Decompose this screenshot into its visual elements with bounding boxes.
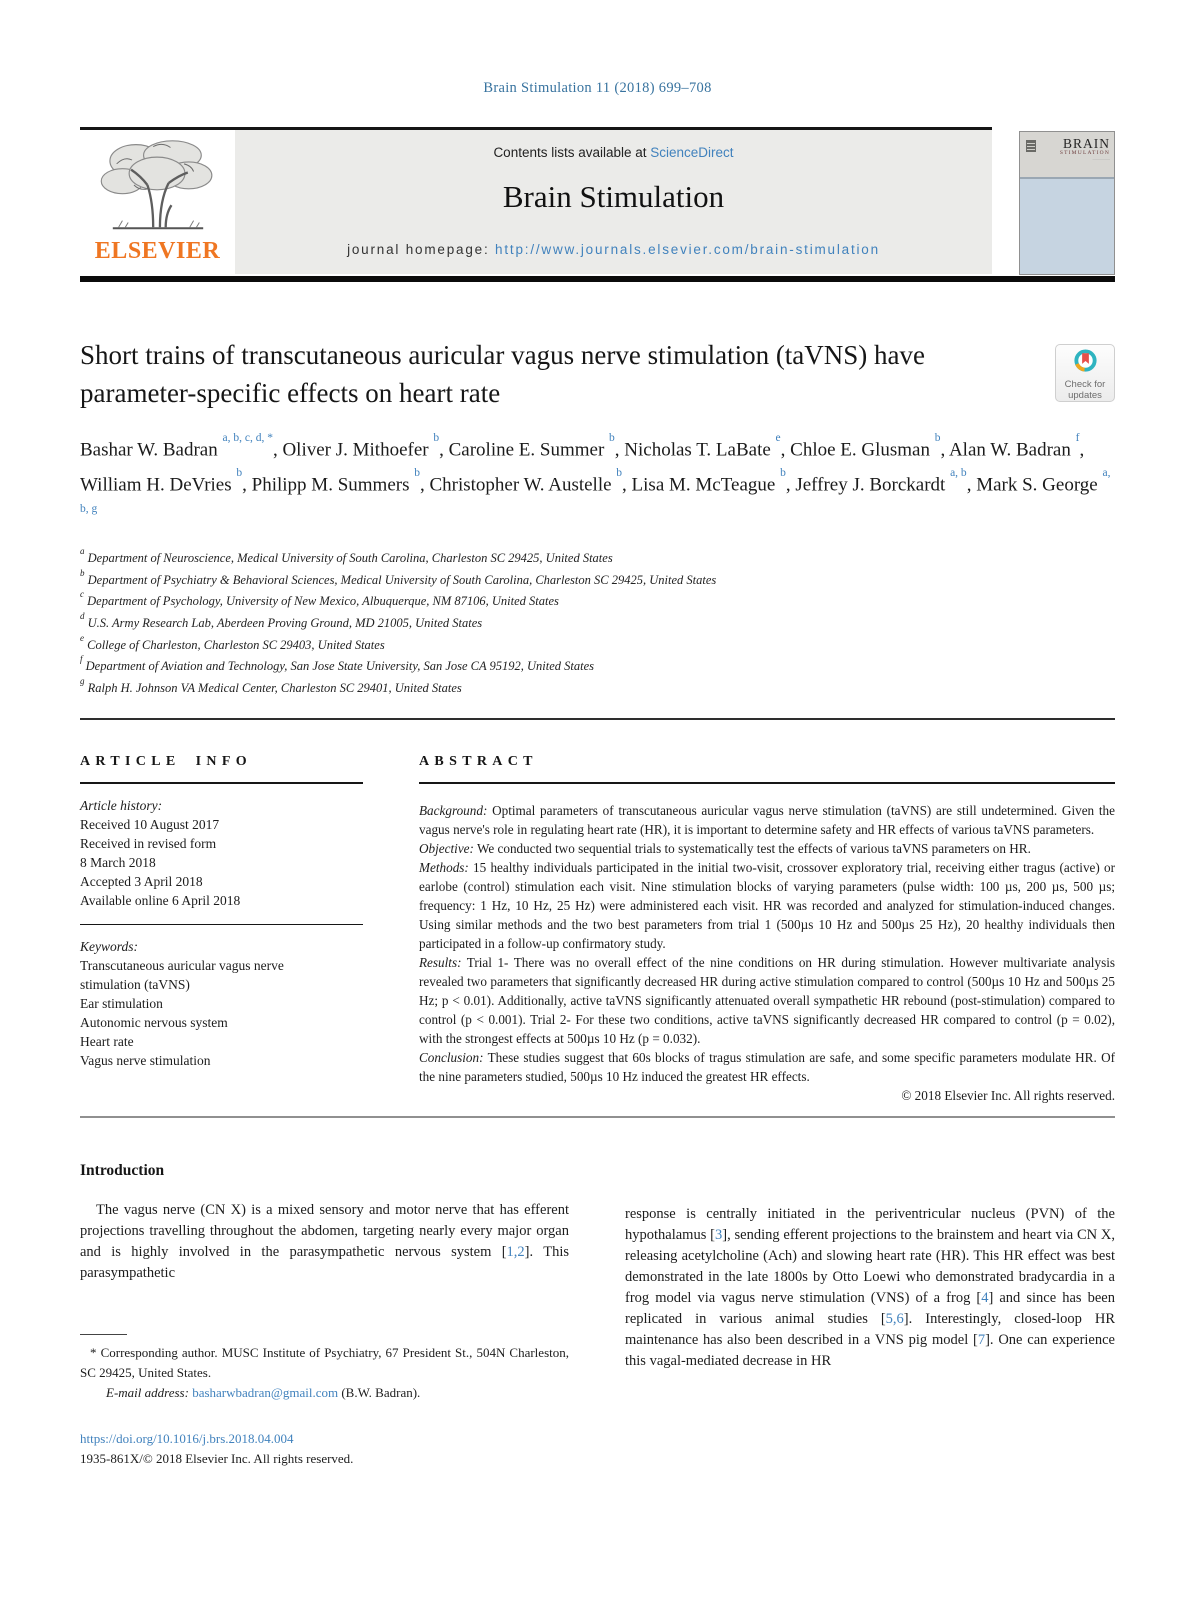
abstract-bottom-rule xyxy=(80,1116,1115,1118)
author-affiliation-sup[interactable]: b xyxy=(609,432,615,444)
introduction-heading: Introduction xyxy=(80,1161,165,1179)
author-affiliation-sup[interactable]: b xyxy=(433,432,440,444)
elsevier-logo xyxy=(80,130,235,274)
journal-citation-header: Brain Stimulation 11 (2018) 699–708 xyxy=(483,80,712,96)
abstract-heading: ABSTRACT xyxy=(419,753,538,769)
journal-masthead xyxy=(80,127,1115,282)
author-affiliation-sup[interactable]: b xyxy=(236,467,243,480)
email-line: E-mail address: basharwbadran@gmail.com (B.W. Badran). xyxy=(106,1384,421,1400)
author-affiliation-sup[interactable]: b xyxy=(616,467,623,480)
footnote-rule xyxy=(80,1334,127,1335)
citation-ref[interactable]: 1,2 xyxy=(506,1243,525,1260)
affiliation-list xyxy=(80,546,1115,698)
abstract-paragraph: Objective: We conducted two sequential trials to systematically test the effects of various taVNS parameters on HR. xyxy=(419,840,1031,856)
abstract-paragraph: Conclusion: These studies suggest that 60s blocks of tragus stimulation are safe, and some specific parameters modulate HR. Of the nine parameters studied, 500µs 10 Hz induced the greatest HR effects. xyxy=(419,1049,1115,1084)
cover-tree-icon xyxy=(1025,139,1037,158)
affiliation-line: $^e$ College of Charleston, Charleston SC 29403, United States xyxy=(80,632,385,652)
article-title: Short trains of transcutaneous auricular vagus nerve stimulation (taVNS) have parameter-specific effects on heart rate xyxy=(80,340,926,408)
article-info-heading: ARTICLE INFO xyxy=(80,753,252,769)
journal-cover-thumbnail xyxy=(1019,131,1115,275)
info-line: Received in revised form xyxy=(80,835,217,851)
keywords-divider xyxy=(80,924,363,925)
info-line: Available online 6 April 2018 xyxy=(80,892,241,908)
author-affiliation-sup[interactable]: a, b xyxy=(950,467,967,480)
abstract-paragraph: Results: Trial 1- There was no overall effect of the nine conditions on HR during stimulation. However multivariate analysis revealed two parameters that significantly decreased HR during active stimulation compared to control (500µs 10 Hz and 500µs 25 Hz; p < 0.01). Additionally, active taVNS significantly attenuated overall sympathetic HR rebound (post-stimulation) compared to control (p < 0.001). Trial 2- For these two conditions, active taVNS significantly decreased HR compared to control (p = 0.02), with the strongest effects at 500µs 10 Hz (p = 0.032). xyxy=(419,954,1115,1046)
info-line: Keywords: xyxy=(80,938,138,954)
abstract-copyright: © 2018 Elsevier Inc. All rights reserved. xyxy=(901,1087,1115,1103)
check-updates-icon xyxy=(1072,362,1099,379)
article-info-rule xyxy=(80,782,363,784)
homepage-line: journal homepage: http://www.journals.elsevier.com/brain-stimulation xyxy=(347,242,880,257)
citation-ref[interactable]: 5,6 xyxy=(885,1310,904,1327)
footnote-block xyxy=(80,1334,569,1403)
intro-right-paragraph: response is centrally initiated in the periventricular nucleus (PVN) of the hypothalamus [3], sending efferent projections to the brainstem and heart via CN X, releasing acetylcholine (Ach) and slowing heart rate (HR). This HR effect was best demonstrated in the late 1800s by Otto Loewi who demonstrated bradycardia in a frog model via vagus nerve stimulation (VNS) of a frog [4] and since has been replicated in various animal studies [5,6]. Interestingly, closed-loop HR maintenance has also been described in a VNS pig model [7]. One can experience this vagal-mediated decrease in HR xyxy=(625,1205,1116,1369)
citation-ref[interactable]: 4 xyxy=(981,1289,989,1306)
journal-homepage-link[interactable]: http://www.journals.elsevier.com/brain-stimulation xyxy=(495,242,880,257)
info-line: Vagus nerve stimulation xyxy=(80,1052,211,1068)
journal-title: Brain Stimulation xyxy=(502,179,725,214)
affiliation-line: $^f$ Department of Aviation and Technology, San Jose State University, San Jose CA 95192, United States xyxy=(80,654,595,674)
abstract-body xyxy=(419,801,1115,1086)
info-line: Transcutaneous auricular vagus nerve xyxy=(80,957,284,973)
info-line: 8 March 2018 xyxy=(80,854,156,870)
affiliation-line: $^a$ Department of Neuroscience, Medical University of South Carolina, Charleston SC 29425, United States xyxy=(80,545,613,566)
author-affiliation-sup[interactable]: f xyxy=(1075,432,1080,444)
abstract-paragraph: Methods: 15 healthy individuals participated in the initial two-visit, crossover exploratory trial, receiving either tragus (active) or earlobe (control) stimulation each visit. Nine stimulation blocks of varying parameters (pulse width: 100 µs, 200 µs, 500 µs; frequency: 1 Hz, 10 Hz, 25 Hz) were administered each visit. HR was recorded and analyzed for stimulation-induced changes. Using similar methods and the two best parameters from trial 1 (500µs 10 Hz and 500µs 25 Hz), 20 healthy individuals then participated in a follow-up confirmatory study. xyxy=(419,859,1115,951)
email-link[interactable]: basharwbadran@gmail.com xyxy=(192,1384,339,1400)
info-line: Article history: xyxy=(80,797,163,813)
contents-line: Contents lists available at ScienceDirect xyxy=(493,145,734,160)
author-affiliation-sup[interactable]: e xyxy=(775,432,781,444)
affiliation-line: $^g$ Ralph H. Johnson VA Medical Center, Charleston SC 29401, United States xyxy=(80,675,462,696)
author-affiliation-sup[interactable]: a, b, g xyxy=(80,467,1111,515)
author-affiliation-sup[interactable]: b xyxy=(934,432,941,444)
article-history xyxy=(80,796,363,910)
affiliation-line: $^b$ Department of Psychiatry & Behavioral Sciences, Medical University of South Carolina, Charleston SC 29425, United States xyxy=(80,567,717,587)
corresponding-author-note: * Corresponding author. MUSC Institute of Psychiatry, 67 President St., 504N Charleston, SC 29425, United States. xyxy=(80,1344,569,1380)
cover-body xyxy=(1020,179,1114,274)
affiliation-line: $^c$ Department of Psychology, University of New Mexico, Albuquerque, NM 87106, United States xyxy=(80,589,559,609)
intro-left-paragraph: The vagus nerve (CN X) is a mixed sensory and motor nerve that has efferent projections travelling throughout the abdomen, targeting nearly every major organ and is highly involved in the parasympathetic nervous system [1,2]. This parasympathetic xyxy=(80,1201,569,1281)
cover-subtitle: STIMULATION xyxy=(1059,150,1110,156)
sciencedirect-link[interactable]: ScienceDirect xyxy=(650,145,734,160)
affiliation-line: $^d$ U.S. Army Research Lab, Aberdeen Proving Ground, MD 21005, United States xyxy=(80,610,483,631)
doi-line xyxy=(80,1429,1115,1449)
author-affiliation-sup[interactable]: b xyxy=(414,467,420,480)
abstract-rule xyxy=(419,782,1115,784)
info-line: stimulation (taVNS) xyxy=(80,976,190,992)
issn-line: 1935-861X/© 2018 Elsevier Inc. All rights reserved. xyxy=(80,1450,354,1466)
abstract-paragraph: Background: Optimal parameters of transcutaneous auricular vagus nerve stimulation (taVNS) are still undetermined. Given the vagus nerve's role in regulating heart rate (HR), it is important to determine safety and HR effects of various taVNS parameters. xyxy=(419,802,1115,837)
elsevier-wordmark: ELSEVIER xyxy=(94,238,221,264)
info-line: Ear stimulation xyxy=(80,995,163,1011)
check-updates-badge[interactable]: Check for updates xyxy=(1055,344,1115,402)
author-affiliation-sup[interactable]: b xyxy=(780,467,786,480)
citation-ref[interactable]: 3 xyxy=(715,1226,723,1243)
info-line: Accepted 3 April 2018 xyxy=(80,873,203,889)
cover-tagline-rule: ————— xyxy=(1092,157,1110,161)
citation-ref[interactable]: 7 xyxy=(977,1331,986,1348)
info-line: Heart rate xyxy=(80,1033,134,1049)
info-line: Autonomic nervous system xyxy=(80,1014,228,1030)
author-affiliation-sup[interactable]: a, b, c, d, * xyxy=(222,432,273,444)
elsevier-tree-icon xyxy=(95,222,221,239)
journal-header-box xyxy=(235,130,992,274)
doi-link[interactable]: https://doi.org/10.1016/j.brs.2018.04.004 xyxy=(80,1430,294,1446)
masthead-bottom-bar xyxy=(80,276,1115,282)
cover-title: BRAIN xyxy=(1062,136,1110,151)
author-list: Bashar W. Badran $^{a, b, c, d, *}$, Oliver J. Mithoefer $^b$, Caroline E. Summer $^b$, Nicholas T. LaBate $^e$, Chloe E. Glusman $^b$, Alan W. Badran $^f$, William H. DeVries $^b$, Philipp M. Summers $^b$, Christopher W. Austelle $^b$, Lisa M. McTeague $^b$, Jeffrey J. Borckardt $^{a, b}$, Mark S. George $^{a, b, g}$ xyxy=(80,432,1111,515)
keywords-list xyxy=(80,937,363,1070)
info-line: Received 10 August 2017 xyxy=(80,816,220,832)
